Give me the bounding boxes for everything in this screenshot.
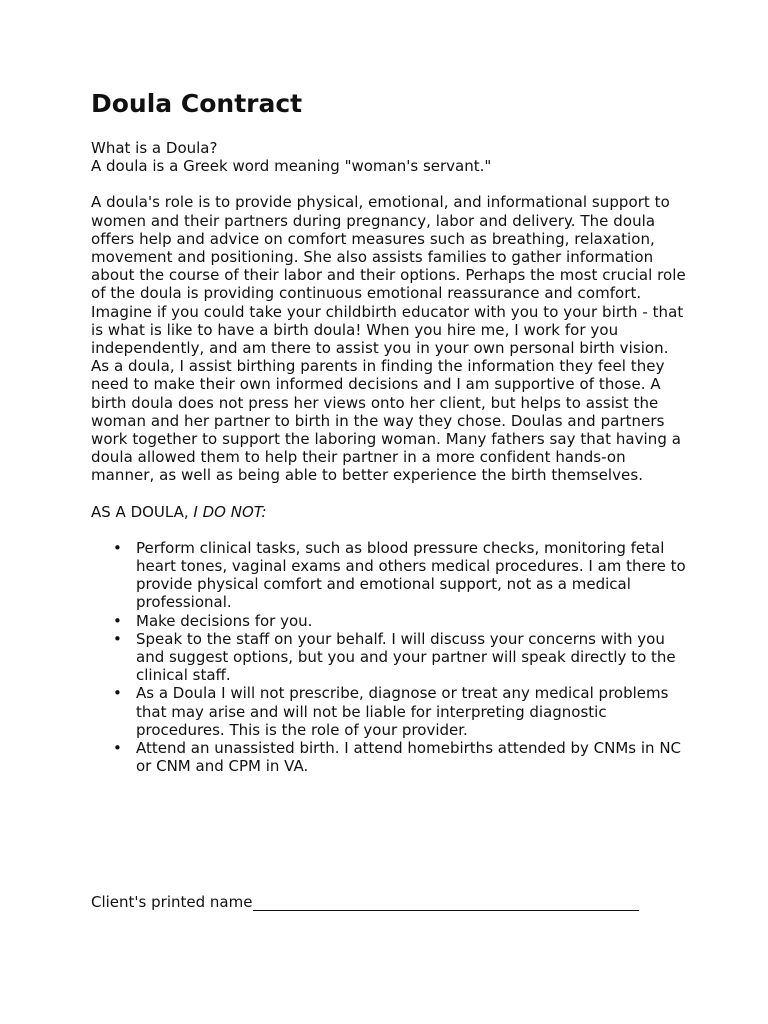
list-item: [91, 630, 691, 685]
list-item-text: Perform clinical tasks, such as blood pressure checks, monitoring fetal heart tones, vaginal exams and others medical procedures. I am there to provide physical comfort and emotional support, not as a medical professional.: [136, 538, 686, 612]
list-item: [91, 612, 691, 630]
bullet-icon: •: [113, 684, 122, 703]
role-paragraph: A doula's role is to provide physical, emotional, and informational support to women and their partners during pregnancy, labor and delivery. The doula offers help and advice on comfort measures such as breathing, relaxation, movement and positioning. She also assists families to gather information about the course of their labor and their options. Perhaps the most crucial role of the doula is providing continuous emotional reassurance and comfort. Imagine if you could take your childbirth educator with you to your birth - that is what is like to have a birth doula! When you hire me, I work for you independently, and am there to assist you in your own personal birth vision. As a doula, I assist birthing parents in finding the information they feel they need to make their own informed decisions and I am supportive of those. A birth doula does not press her views onto her client, but helps to assist the woman and her partner to birth in the way they chose. Doulas and partners work together to support the laboring woman. Many fathers say that having a doula allowed them to help their partner in a more confident hands-on manner, as well as being able to better experience the birth themselves.: [91, 193, 686, 485]
question-line: What is a Doula?: [91, 139, 218, 157]
do-not-list: [91, 539, 691, 776]
bullet-icon: •: [113, 538, 122, 557]
list-item-text: Attend an unassisted birth. I attend homebirths attended by CNMs in NC or CNM and CPM in VA.: [136, 739, 682, 776]
definition-line: A doula is a Greek word meaning "woman's servant.": [91, 157, 492, 176]
list-item: [91, 539, 691, 612]
list-item-text: As a Doula I will not prescribe, diagnose or treat any medical problems that may arise and will not be liable for interpreting diagnostic procedures. This is the role of your provider.: [136, 684, 669, 739]
signature-blank[interactable]: [253, 894, 639, 911]
list-item-text: Make decisions for you.: [136, 611, 313, 630]
signature-label: Client's printed name: [91, 893, 253, 911]
document-title: Doula Contract: [91, 89, 303, 118]
list-item: [91, 739, 691, 775]
list-item: [91, 684, 691, 739]
signature-line: [91, 893, 639, 911]
do-not-prefix: AS A DOULA,: [91, 502, 194, 521]
list-item-text: Speak to the staff on your behalf. I will discuss your concerns with you and suggest options, but you and your partner will speak directly to the clinical staff.: [136, 629, 676, 685]
bullet-icon: •: [113, 629, 122, 648]
bullet-icon: •: [113, 739, 122, 758]
bullet-icon: •: [113, 611, 122, 630]
do-not-heading: [91, 503, 688, 521]
do-not-emphasis: I DO NOT:: [193, 502, 267, 521]
